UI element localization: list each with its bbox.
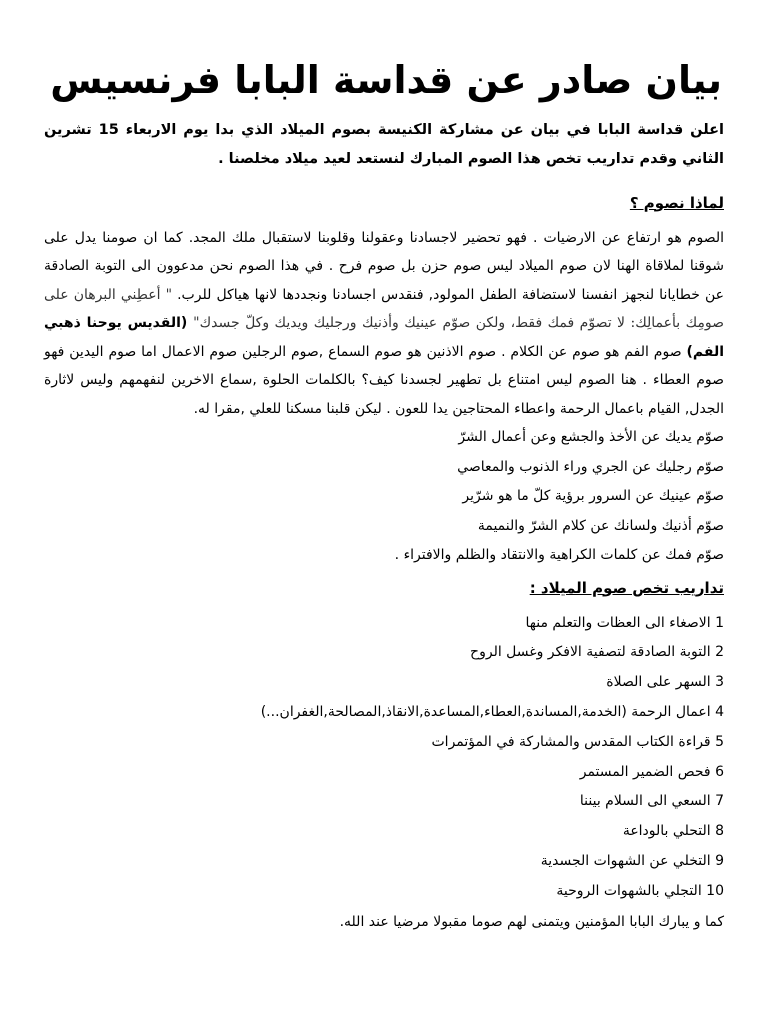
exercises-list <box>44 609 724 907</box>
section-heading-exercises: تداريب تخص صوم الميلاد : <box>529 578 724 597</box>
page-title: بيان صادر عن قداسة البابا فرنسيس <box>50 58 722 102</box>
list-item: 7 السعي الى السلام بيننا <box>579 793 724 810</box>
paragraph-text-end: صوم الفم هو صوم عن الكلام . صوم الاذنين هو صوم السماع ,صوم الرجلين صوم الاعمال اما صوم اليدين فهو صوم العطاء . هنا الصوم ليس امتناع بل تطهير لجسدنا كيف؟ بالكلمات الحلوة ,سماع الاخرين لنفهمهم وليس لاثارة الجدل, القيام باعمال الرحمة واعطاء المحتاجين يدا للعون . ليكن قلبنا مسكنا للعلي ,مقرا له. <box>44 343 724 417</box>
fasting-line: صوّم فمك عن كلمات الكراهية والانتقاد والظلم والافتراء . <box>394 547 724 564</box>
saint-quote: " أعطِني البرهان على صومِك بأعمالِك: لا تصوّم فمك فقط، ولكن صوّم عينيك وأذنيك ورجليك ويديك وكلّ جسدك" <box>44 286 725 332</box>
list-item: 9 التخلي عن الشهوات الجسدية <box>540 852 724 869</box>
list-item: 1 الاصغاء الى العظات والتعلم منها <box>525 614 724 631</box>
fasting-lines <box>44 423 724 571</box>
fasting-line: صوّم عينيك عن السرور برؤية كلّ ما هو شرّير <box>462 488 724 505</box>
list-item: 4 اعمال الرحمة (الخدمة,المساندة,العطاء,المساعدة,الانقاذ,المصالحة,الغفران...) <box>260 703 724 720</box>
section-heading-why-fast: لماذا نصوم ؟ <box>629 193 724 212</box>
why-fast-paragraph <box>44 224 724 424</box>
closing-paragraph: كما و يبارك البابا المؤمنين ويتمنى لهم صوما مقبولا مرضيا عند الله. <box>339 913 724 930</box>
list-item: 8 التحلي بالوداعة <box>622 823 724 840</box>
list-item: 6 فحص الضمير المستمر <box>579 763 724 780</box>
list-item: 2 التوبة الصادقة لتصفية الافكر وغسل الروح <box>470 644 724 661</box>
paragraph-text-start: الصوم هو ارتفاع عن الارضيات . فهو تحضير لاجسادنا وعقولنا وقلوبنا لاستقبال ملك المجد. كما ان صومنا يدل على شوقنا لملاقاة الهنا لان صوم الميلاد ليس صوم حزن بل صوم فرح . في هذا الصوم نحن مدعوون الى التوبة الصادقة عن خطايانا لنجهز انفسنا لاستضافة الطفل المولود, فنقدس اجسادنا ونجددها لانها هياكل للرب. <box>44 229 724 303</box>
intro-paragraph: اعلن قداسة البابا في بيان عن مشاركة الكنيسة بصوم الميلاد الذي بدا يوم الاربعاء 15 تشرين الثاني وقدم تداريب تخص هذا الصوم المبارك لنستعد لعيد ميلاد مخلصنا . <box>44 121 725 167</box>
list-item: 10 التجلي بالشهوات الروحية <box>556 882 724 899</box>
fasting-line: صوّم أذنيك ولسانك عن كلام الشرّ والنميمة <box>477 517 724 534</box>
fasting-line: صوّم رجليك عن الجري وراء الذنوب والمعاصي <box>457 458 724 475</box>
quote-source: (القديس يوحنا ذهبي الفم) <box>44 315 724 360</box>
fasting-line: صوّم يديك عن الأخذ والجشع وعن أعمال الشرّ <box>458 429 724 446</box>
list-item: 3 السهر على الصلاة <box>606 674 724 691</box>
list-item: 5 قراءة الكتاب المقدس والمشاركة في المؤتمرات <box>431 733 724 750</box>
